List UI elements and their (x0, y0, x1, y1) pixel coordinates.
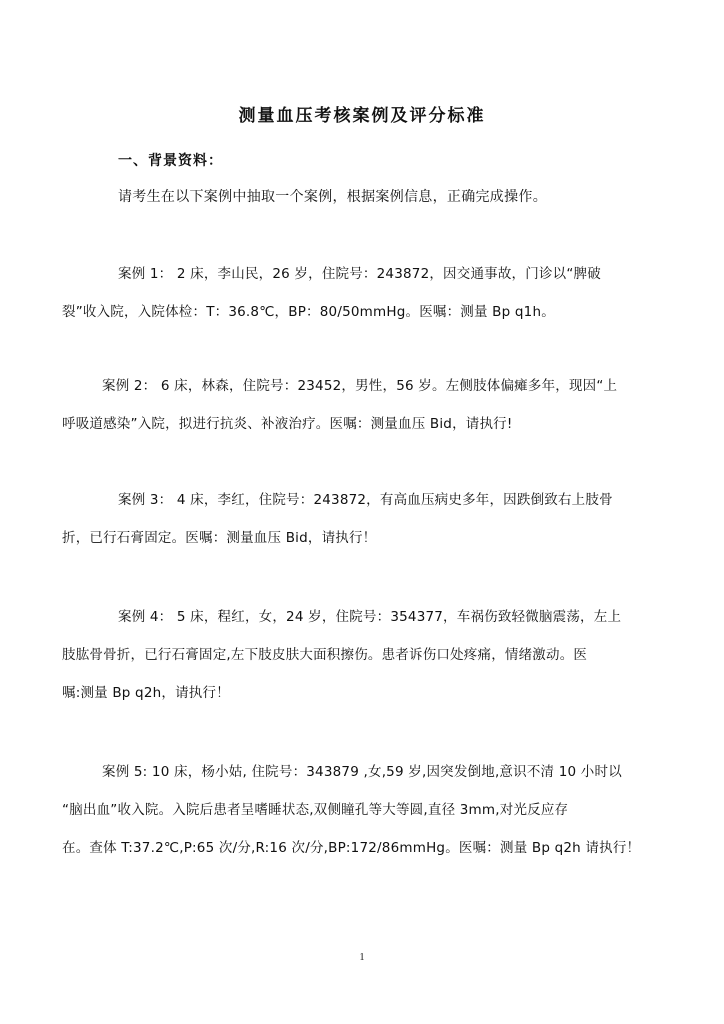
case-4-line-2: 肢肱骨骨折，已行石膏固定,左下肢皮肤大面积擦伤。患者诉伤口处疼痛，情绪激动。医 (62, 647, 588, 663)
case-1-line-2: 裂”收入院，入院体检：T：36.8℃，BP：80/50mmHg。医嘱：测量 Bp q1h。 (62, 304, 555, 320)
case-4-line-1: 案例 4： 5 床，程红，女，24 岁，住院号：354377，车祸伤致轻微脑震荡，左上 (118, 609, 622, 625)
case-3-line-1: 案例 3： 4 床，李红，住院号：243872，有高血压病史多年，因跌倒致右上肢骨 (118, 492, 613, 508)
case-3-paragraph (62, 481, 640, 557)
case-3-line-2: 折，已行石膏固定。医嘱：测量血压 Bid，请执行！ (62, 530, 377, 546)
page-number: 1 (359, 952, 365, 963)
intro-paragraph: 请考生在以下案例中抽取一个案例，根据案例信息，正确完成操作。 (118, 189, 547, 205)
case-4-paragraph (62, 598, 640, 712)
section-heading: 一、背景资料： (118, 153, 223, 169)
page-title: 测量血压考核案例及评分标准 (238, 106, 486, 126)
case-2-line-2: 呼吸道感染”入院，拟进行抗炎、补液治疗。医嘱：测量血压 Bid，请执行! (62, 416, 513, 432)
case-2-paragraph (62, 367, 640, 443)
case-2-line-1: 案例 2： 6 床，林森，住院号：23452，男性，56 岁。左侧肢体偏瘫多年，现因“上 (102, 378, 618, 394)
case-5-line-1: 案例 5: 10 床，杨小姑, 住院号：343879 ,女,59 岁,因突发倒地,意识不清 10 小时以 (102, 764, 622, 780)
case-5-line-3: 在。查体 T:37.2℃,P:65 次/分,R:16 次/分,BP:172/86mmHg。医嘱：测量 Bp q2h 请执行！ (62, 840, 640, 856)
case-1-paragraph (62, 255, 640, 331)
case-5-line-2: “脑出血”收入院。入院后患者呈嗜睡状态,双侧瞳孔等大等圆,直径 3mm,对光反应存 (62, 802, 569, 818)
case-5-paragraph (62, 753, 640, 867)
case-4-line-3: 嘱:测量 Bp q2h，请执行！ (62, 685, 230, 701)
case-1-line-1: 案例 1： 2 床，李山民，26 岁，住院号：243872，因交通事故，门诊以“脾破 (118, 266, 601, 282)
